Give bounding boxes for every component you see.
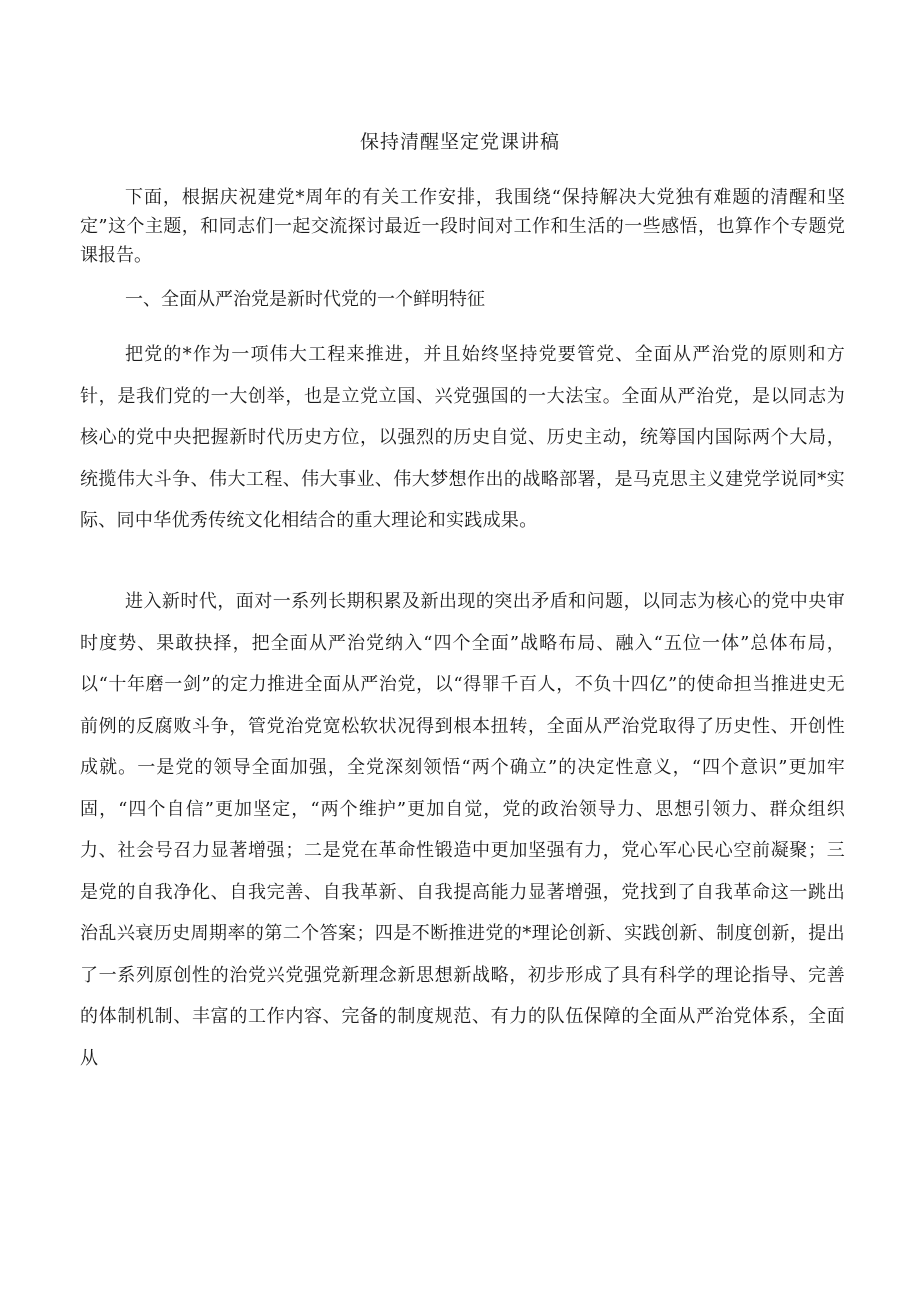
- body-paragraph-2: 进入新时代，面对一系列长期积累及新出现的突出矛盾和问题，以同志为核心的党中央审时度势、果敢抉择，把全面从严治党纳入“四个全面”战略布局、融入“五位一体”总体布局，以“十年磨一剑”的定力推进全面从严治党，以“得罪千百人，不负十四亿”的使命担当推进史无前例的反腐败斗争，管党治党宽松软状况得到根本扭转，全面从严治党取得了历史性、开创性成就。一是党的领导全面加强，全党深刻领悟“两个确立”的决定性意义，“四个意识”更加牢固，“四个自信”更加坚定，“两个维护”更加自觉，党的政治领导力、思想引领力、群众组织力、社会号召力显著增强；二是党在革命性锻造中更加坚强有力，党心军心民心空前凝聚；三是党的自我净化、自我完善、自我革新、自我提高能力显著增强，党找到了自我革命这一跳出治乱兴衰历史周期率的第二个答案；四是不断推进党的*理论创新、实践创新、制度创新，提出了一系列原创性的治党兴党强党新理念新思想新战略，初步形成了具有科学的理论指导、完善的体制机制、丰富的工作内容、完备的制度规范、有力的队伍保障的全面从严治党体系，全面从: [80, 591, 845, 1069]
- body-paragraph-1: 把党的*作为一项伟大工程来推进，并且始终坚持党要管党、全面从严治党的原则和方针，是我们党的一大创举，也是立党立国、兴党强国的一大法宝。全面从严治党，是以同志为核心的党中央把握新时代历史方位，以强烈的历史自觉、历史主动，统筹国内国际两个大局，统揽伟大斗争、伟大工程、伟大事业、伟大梦想作出的战略部署，是马克思主义建党学说同*实际、同中华优秀传统文化相结合的重大理论和实践成果。: [80, 344, 845, 531]
- intro-paragraph: 下面，根据庆祝建党*周年的有关工作安排，我围绕“保持解决大党独有难题的清醒和坚定”这个主题，和同志们一起交流探讨最近一段时间对工作和生活的一些感悟，也算作个专题党课报告。: [80, 187, 845, 266]
- section-heading: 一、全面从严治党是新时代党的一个鲜明特征: [125, 289, 485, 310]
- document-title: 保持清醒坚定党课讲稿: [359, 131, 560, 153]
